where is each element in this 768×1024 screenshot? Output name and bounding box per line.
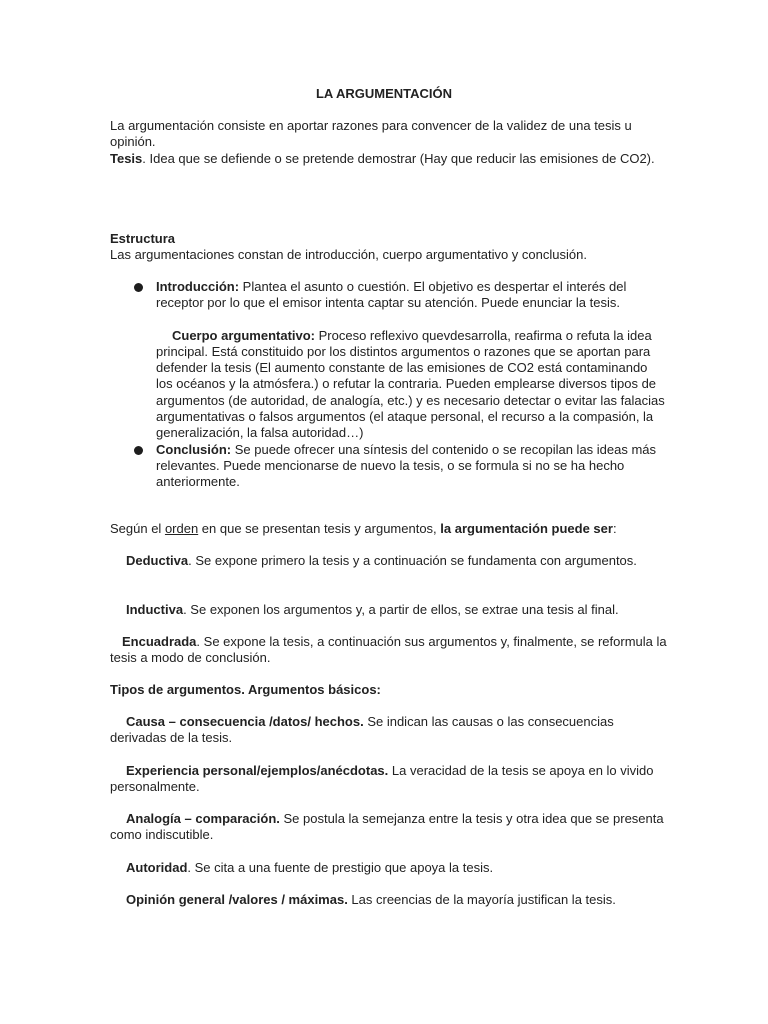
opinion-label: Opinión general /valores / máximas. (126, 892, 348, 907)
tesis-text: . Idea que se defiende o se pretende demostrar (Hay que reducir las emisiones de CO2). (142, 150, 655, 166)
opinion-paragraph (110, 892, 670, 908)
cuerpo-text: Proceso reflexivo quevdesarrolla, reafirma o refuta la idea principal. Está constituido por los distintos argumentos o razones que se aportan para defender la tesis (El aumento constante de las emisiones de CO2 está contaminando los océanos y la atmósfera.) o refutar la contraria. Pueden emplearse diversos tipos de argumentos (de autoridad, de analogía, etc.) y es necesario detectar o evitar las falacias argumentativas o falsos argumentos (el ataque personal, el recurso a la compasión, la generalización, la falsa autoridad…) (156, 327, 665, 441)
orden-bold-text: la argumentación puede ser (440, 521, 613, 536)
orden-link: orden (164, 521, 199, 536)
autoridad-paragraph (110, 860, 670, 876)
causa-paragraph (110, 714, 670, 747)
encuadrada-text: . Se expone la tesis, a continuación sus argumentos y, finalmente, se reformula la tesis a modo de conclusión. (110, 634, 667, 666)
list-item-conclusion (131, 442, 666, 491)
estructura-section (110, 231, 670, 264)
deductiva-text: . Se expone primero la tesis y a continuación se fundamenta con argumentos. (188, 553, 637, 568)
deductiva-paragraph (110, 553, 670, 569)
analogia-label: Analogía – comparación. (126, 811, 280, 826)
causa-label: Causa – consecuencia /datos/ hechos. (126, 714, 364, 729)
deductiva-label: Deductiva (126, 553, 189, 568)
orden-pre-text: Según el (110, 521, 165, 536)
structure-list (131, 279, 666, 491)
introduccion-text: Plantea el asunto o cuestión. El objetivo es despertar el interés del receptor por lo que el emisor intenta captar su atención. Puede enunciar la tesis. (156, 279, 627, 311)
encuadrada-label: Encuadrada (122, 634, 197, 649)
orden-paragraph (110, 521, 670, 537)
conclusion-label: Conclusión: (156, 441, 232, 457)
orden-post-text: : (612, 521, 617, 536)
estructura-text: Las argumentaciones constan de introducción, cuerpo argumentativo y conclusión. (110, 247, 587, 263)
inductiva-paragraph (110, 602, 670, 618)
analogia-text: Se postula la semejanza entre la tesis y otra idea que se presenta como indiscutible. (110, 811, 664, 843)
intro-paragraph (110, 118, 670, 167)
tesis-label: Tesis (110, 150, 143, 166)
experiencia-label: Experiencia personal/ejemplos/anécdotas. (126, 763, 389, 778)
introduccion-label: Introducción: (156, 279, 240, 294)
intro-text: La argumentación consiste en aportar razones para convencer de la validez de una tesis u opinión. (110, 118, 632, 150)
page-title: LA ARGUMENTACIÓN (315, 86, 452, 101)
inductiva-text: . Se exponen los argumentos y, a partir de ellos, se extrae una tesis al final. (183, 602, 619, 617)
estructura-heading: Estructura (110, 231, 176, 246)
bullet-dot-icon (134, 446, 143, 455)
opinion-text: Las creencias de la mayoría justifican la tesis. (347, 892, 616, 907)
analogia-paragraph (110, 811, 670, 844)
causa-text: Se indican las causas o las consecuencias derivadas de la tesis. (110, 714, 614, 746)
list-item-introduccion (131, 279, 666, 312)
conclusion-text: Se puede ofrecer una síntesis del contenido o se recopilan las ideas más relevantes. Puede mencionarse de nuevo la tesis, o se formula si no se ha hecho anteriormente. (156, 441, 657, 490)
orden-mid-text: en que se presentan tesis y argumentos, (198, 521, 441, 536)
experiencia-text: La veracidad de la tesis se apoya en lo vivido personalmente. (110, 763, 654, 795)
inductiva-label: Inductiva (126, 602, 184, 617)
tipos-heading (110, 682, 670, 698)
list-item-cuerpo (131, 328, 666, 442)
encuadrada-paragraph (110, 634, 670, 667)
experiencia-paragraph (110, 763, 670, 796)
bullet-dot-icon (134, 283, 143, 292)
tipos-heading-text: Tipos de argumentos. Argumentos básicos: (110, 682, 381, 697)
autoridad-text: . Se cita a una fuente de prestigio que apoya la tesis. (187, 860, 494, 875)
cuerpo-label: Cuerpo argumentativo: (172, 327, 316, 343)
autoridad-label: Autoridad (126, 860, 188, 875)
